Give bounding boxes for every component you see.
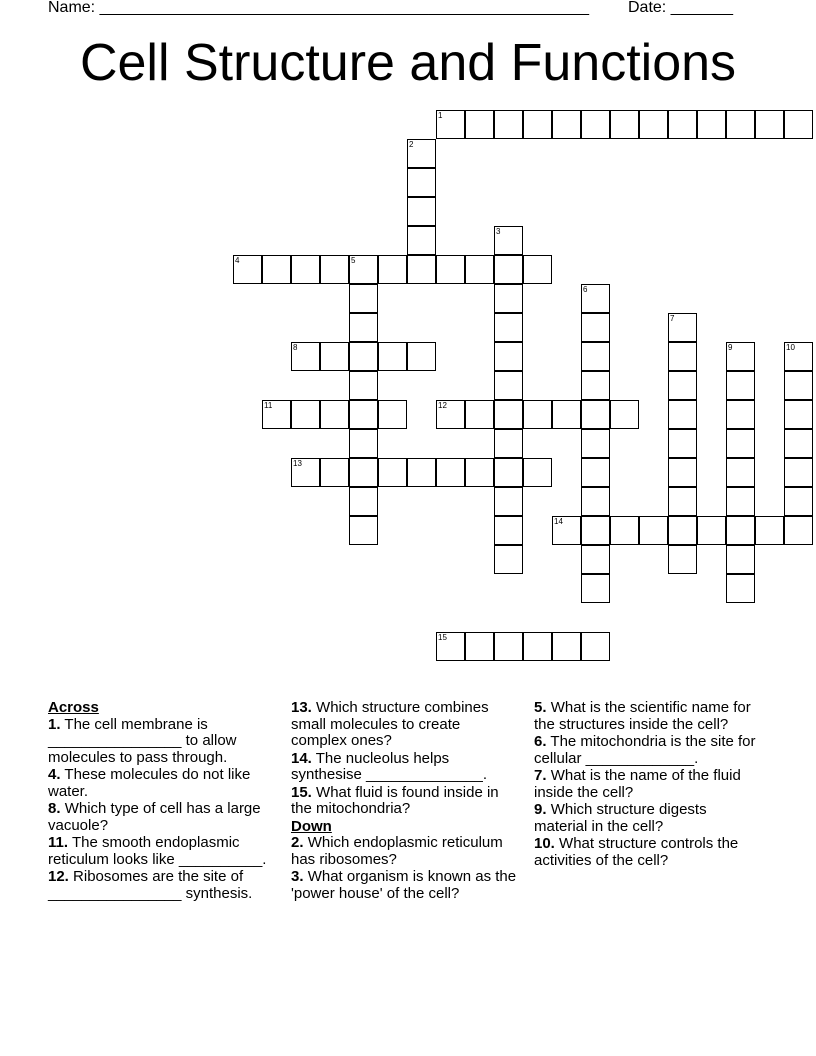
clue-text: These molecules do not like water.	[48, 766, 251, 800]
grid-cell[interactable]	[668, 313, 697, 342]
cell-number: 3	[496, 227, 501, 236]
clue-text: What is the scientific name for the structures inside the cell?	[534, 699, 751, 733]
cell-number: 12	[438, 401, 447, 410]
grid-cell[interactable]	[291, 255, 320, 284]
grid-cell[interactable]	[494, 255, 523, 284]
grid-cell[interactable]	[349, 487, 378, 516]
grid-cell[interactable]	[697, 110, 726, 139]
clue-text: What is the name of the fluid inside the cell?	[534, 767, 741, 801]
cell-number: 13	[293, 459, 302, 468]
clue-number: 1.	[48, 715, 61, 733]
grid-cell[interactable]	[465, 255, 494, 284]
grid-cell[interactable]	[726, 371, 755, 400]
grid-cell[interactable]	[523, 632, 552, 661]
grid-cell[interactable]	[668, 458, 697, 487]
grid-cell[interactable]	[523, 110, 552, 139]
grid-cell[interactable]	[233, 255, 262, 284]
clue-down-10	[534, 836, 762, 869]
clue-number: 6.	[534, 733, 547, 750]
clue-text: What structure controls the activities of the cell?	[534, 835, 739, 869]
grid-cell[interactable]	[494, 516, 523, 545]
grid-cell[interactable]	[291, 342, 320, 371]
cell-number: 7	[670, 314, 675, 323]
clue-text: The smooth endoplasmic reticulum looks like __________.	[48, 834, 267, 868]
grid-cell[interactable]	[581, 400, 610, 429]
clue-number: 2.	[291, 834, 304, 851]
grid-cell[interactable]	[349, 313, 378, 342]
grid-cell[interactable]	[610, 400, 639, 429]
clue-across-13	[291, 700, 519, 750]
grid-cell[interactable]	[784, 371, 813, 400]
clue-across-11	[48, 835, 276, 868]
name-field[interactable]: Name: _______________________________________________________	[48, 0, 589, 16]
grid-cell[interactable]	[407, 139, 436, 168]
grid-cell[interactable]	[523, 255, 552, 284]
grid-cell[interactable]	[320, 342, 349, 371]
grid-cell[interactable]	[668, 516, 697, 545]
clue-text: Which type of cell has a large vacuole?	[48, 800, 261, 834]
clue-number: 3.	[291, 868, 304, 885]
grid-cell[interactable]	[378, 400, 407, 429]
clue-down-2	[291, 835, 519, 868]
grid-cell[interactable]	[494, 400, 523, 429]
date-field[interactable]: Date: _______	[628, 0, 733, 16]
grid-cell[interactable]	[552, 516, 581, 545]
grid-cell[interactable]	[784, 516, 813, 545]
clue-across-8	[48, 801, 276, 834]
grid-cell[interactable]	[581, 313, 610, 342]
grid-cell[interactable]	[407, 255, 436, 284]
grid-cell[interactable]	[436, 632, 465, 661]
grid-cell[interactable]	[320, 400, 349, 429]
grid-cell[interactable]	[581, 516, 610, 545]
grid-cell[interactable]	[581, 458, 610, 487]
grid-cell[interactable]	[349, 371, 378, 400]
grid-cell[interactable]	[349, 516, 378, 545]
clues-column-2	[291, 700, 519, 903]
clue-text: The cell membrane is ________________ to allow molecules to pass through.	[48, 715, 237, 766]
grid-cell[interactable]	[436, 458, 465, 487]
clue-number: 4.	[48, 766, 61, 783]
grid-cell[interactable]	[639, 110, 668, 139]
grid-cell[interactable]	[726, 400, 755, 429]
cell-number: 14	[554, 517, 563, 526]
grid-cell[interactable]	[465, 632, 494, 661]
grid-cell[interactable]	[494, 371, 523, 400]
grid-cell[interactable]	[784, 458, 813, 487]
grid-cell[interactable]	[639, 516, 668, 545]
grid-cell[interactable]	[726, 458, 755, 487]
clues-column-1	[48, 700, 276, 903]
grid-cell[interactable]	[668, 110, 697, 139]
clue-number: 8.	[48, 800, 61, 817]
cell-number: 9	[728, 343, 733, 352]
grid-cell[interactable]	[668, 487, 697, 516]
clues-column-3	[534, 700, 762, 870]
grid-cell[interactable]	[436, 110, 465, 139]
grid-cell[interactable]	[523, 400, 552, 429]
grid-cell[interactable]	[581, 632, 610, 661]
cell-number: 5	[351, 256, 356, 265]
grid-cell[interactable]	[581, 110, 610, 139]
clue-number: 12.	[48, 868, 69, 885]
grid-cell[interactable]	[407, 458, 436, 487]
grid-cell[interactable]	[610, 516, 639, 545]
grid-cell[interactable]	[262, 255, 291, 284]
cell-number: 2	[409, 140, 414, 149]
grid-cell[interactable]	[465, 400, 494, 429]
clue-text: The mitochondria is the site for cellular _____________.	[534, 733, 756, 767]
grid-cell[interactable]	[465, 458, 494, 487]
grid-cell[interactable]	[726, 429, 755, 458]
clue-across-14	[291, 751, 519, 784]
clue-number: 15.	[291, 783, 312, 801]
clue-across-4	[48, 767, 276, 800]
grid-cell[interactable]	[494, 487, 523, 516]
grid-cell[interactable]	[726, 342, 755, 371]
grid-cell[interactable]	[320, 458, 349, 487]
grid-cell[interactable]	[726, 516, 755, 545]
grid-cell[interactable]	[378, 255, 407, 284]
grid-cell[interactable]	[784, 342, 813, 371]
grid-cell[interactable]	[784, 487, 813, 516]
grid-cell[interactable]	[552, 110, 581, 139]
across-heading: Across	[48, 699, 99, 716]
grid-cell[interactable]	[465, 110, 494, 139]
grid-cell[interactable]	[581, 371, 610, 400]
grid-cell[interactable]	[436, 400, 465, 429]
clue-number: 11.	[48, 834, 69, 851]
clue-down-3	[291, 869, 519, 902]
down-heading: Down	[291, 817, 332, 835]
clue-down-6	[534, 734, 762, 767]
clue-text: Which endoplasmic reticulum has ribosomes?	[291, 834, 503, 868]
grid-cell[interactable]	[407, 197, 436, 226]
grid-cell[interactable]	[726, 110, 755, 139]
cell-number: 11	[264, 401, 273, 410]
grid-cell[interactable]	[755, 516, 784, 545]
grid-cell[interactable]	[378, 458, 407, 487]
grid-cell[interactable]	[262, 400, 291, 429]
grid-cell[interactable]	[581, 284, 610, 313]
grid-cell[interactable]	[552, 400, 581, 429]
grid-cell[interactable]	[494, 284, 523, 313]
grid-cell[interactable]	[378, 342, 407, 371]
grid-cell[interactable]	[349, 284, 378, 313]
clue-number: 13.	[291, 699, 312, 716]
clue-down-5	[534, 700, 762, 733]
grid-cell[interactable]	[581, 342, 610, 371]
grid-cell[interactable]	[291, 458, 320, 487]
grid-cell[interactable]	[668, 545, 697, 574]
grid-cell[interactable]	[523, 458, 552, 487]
grid-cell[interactable]	[494, 313, 523, 342]
grid-cell[interactable]	[494, 226, 523, 255]
cell-number: 8	[293, 343, 298, 352]
grid-cell[interactable]	[407, 168, 436, 197]
grid-cell[interactable]	[668, 429, 697, 458]
grid-cell[interactable]	[668, 400, 697, 429]
clue-number: 9.	[534, 801, 547, 818]
clue-number: 10.	[534, 835, 555, 852]
grid-cell[interactable]	[784, 110, 813, 139]
grid-cell[interactable]	[494, 545, 523, 574]
cell-number: 10	[786, 343, 795, 352]
clue-text: Which structure digests material in the cell?	[534, 801, 707, 835]
grid-cell[interactable]	[726, 545, 755, 574]
grid-cell[interactable]	[349, 400, 378, 429]
grid-cell[interactable]	[784, 400, 813, 429]
clue-down-7	[534, 768, 762, 801]
grid-cell[interactable]	[581, 545, 610, 574]
grid-cell[interactable]	[349, 429, 378, 458]
grid-cell[interactable]	[494, 632, 523, 661]
grid-cell[interactable]	[407, 342, 436, 371]
grid-cell[interactable]	[291, 400, 320, 429]
cell-number: 4	[235, 256, 240, 265]
clue-text: Which structure combines small molecules to create complex ones?	[291, 699, 489, 749]
grid-cell[interactable]	[494, 110, 523, 139]
grid-cell[interactable]	[581, 429, 610, 458]
grid-cell[interactable]	[668, 342, 697, 371]
grid-cell[interactable]	[784, 429, 813, 458]
clue-text: Ribosomes are the site of ________________ synthesis.	[48, 868, 253, 902]
clue-down-9	[534, 802, 762, 835]
grid-cell[interactable]	[494, 342, 523, 371]
grid-cell[interactable]	[349, 458, 378, 487]
clue-number: 7.	[534, 767, 547, 784]
clue-number: 14.	[291, 749, 312, 767]
clue-number: 5.	[534, 699, 547, 716]
grid-cell[interactable]	[494, 458, 523, 487]
grid-cell[interactable]	[349, 342, 378, 371]
cell-number: 15	[438, 633, 447, 642]
grid-cell[interactable]	[668, 371, 697, 400]
grid-cell[interactable]	[581, 574, 610, 603]
clue-text: What organism is known as the 'power house' of the cell?	[291, 868, 517, 902]
cell-number: 1	[438, 111, 443, 120]
cell-number: 6	[583, 285, 588, 294]
page-title: Cell Structure and Functions	[79, 34, 737, 92]
grid-cell[interactable]	[697, 516, 726, 545]
grid-cell[interactable]	[726, 487, 755, 516]
clue-across-1	[48, 717, 276, 767]
clue-text: What fluid is found inside in the mitochondria?	[291, 783, 499, 817]
grid-cell[interactable]	[494, 429, 523, 458]
grid-cell[interactable]	[552, 632, 581, 661]
grid-cell[interactable]	[755, 110, 784, 139]
grid-cell[interactable]	[726, 574, 755, 603]
clue-across-15	[291, 785, 519, 818]
grid-cell[interactable]	[436, 255, 465, 284]
grid-cell[interactable]	[320, 255, 349, 284]
grid-cell[interactable]	[407, 226, 436, 255]
clue-across-12	[48, 869, 276, 902]
grid-cell[interactable]	[349, 255, 378, 284]
grid-cell[interactable]	[581, 487, 610, 516]
clue-text: The nucleolus helps synthesise ______________.	[291, 749, 487, 783]
grid-cell[interactable]	[610, 110, 639, 139]
